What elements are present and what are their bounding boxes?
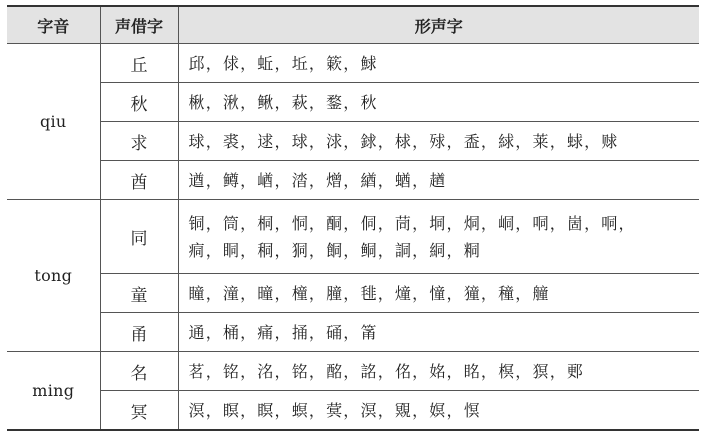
header-row [7, 6, 699, 44]
table-row [7, 161, 699, 200]
loan-char-cell: 求 [100, 122, 178, 161]
loan-char-cell: 丘 [100, 44, 178, 83]
table-row [7, 313, 699, 352]
derived-chars-cell: 楸，湫，鳅，萩，鍪，秋 [178, 83, 699, 122]
loan-char-cell: 酋 [100, 161, 178, 200]
table-row [7, 122, 699, 161]
table-row [7, 352, 699, 391]
pinyin-cell-tong: tong [7, 200, 100, 352]
derived-chars-cell: 遒，鳟，崷，涾，熷，緧，蝤，趥 [178, 161, 699, 200]
derived-chars-cell: 邱，俅，蚯，坵，簌，鯄 [178, 44, 699, 83]
derived-chars-cell: 茗，铭，洺，铭，酩，詺，佲，姳，眳，榠，猽，郠 [178, 352, 699, 391]
loan-char-cell: 冥 [100, 391, 178, 431]
derived-chars-cell: 通，桶，痛，捅，硧，筩 [178, 313, 699, 352]
loan-char-cell: 童 [100, 274, 178, 313]
derived-chars-cell: 溟，瞑，瞑，螟，蓂，溟，覭，嫇，慏 [178, 391, 699, 431]
derived-chars-cell: 瞳，潼，曈，橦，膧，毴，燑，憧，獞，穜，艟 [178, 274, 699, 313]
loan-char-cell: 名 [100, 352, 178, 391]
table-container [7, 5, 699, 421]
derived-chars-line-2: 痌，眮，秱，狪，餇，鲖，詷，絧，粡 [188, 240, 481, 260]
table-row [7, 44, 699, 83]
pinyin-cell-qiu: qiu [7, 44, 100, 200]
header-phonetic-loan: 声借字 [100, 6, 178, 44]
loan-char-cell: 甬 [100, 313, 178, 352]
derived-chars-cell: 球，裘，逑，球，浗，銶，梂，殏，盉，絿，莱，蛷，赇 [178, 122, 699, 161]
table-row [7, 83, 699, 122]
derived-chars-line-1: 铜，筒，桐，恫，酮，侗，茼，垌，烔，峒，哃，崮，哃， [188, 213, 636, 233]
header-pinyin: 字音 [7, 6, 100, 44]
loan-char-cell: 同 [100, 200, 178, 274]
header-phono-semantic: 形声字 [178, 6, 699, 44]
table-row [7, 391, 699, 431]
loan-char-cell: 秋 [100, 83, 178, 122]
table-row [7, 274, 699, 313]
derived-chars-cell [178, 200, 699, 274]
table-row [7, 200, 699, 274]
pinyin-cell-ming: ming [7, 352, 100, 431]
character-table [7, 5, 699, 431]
